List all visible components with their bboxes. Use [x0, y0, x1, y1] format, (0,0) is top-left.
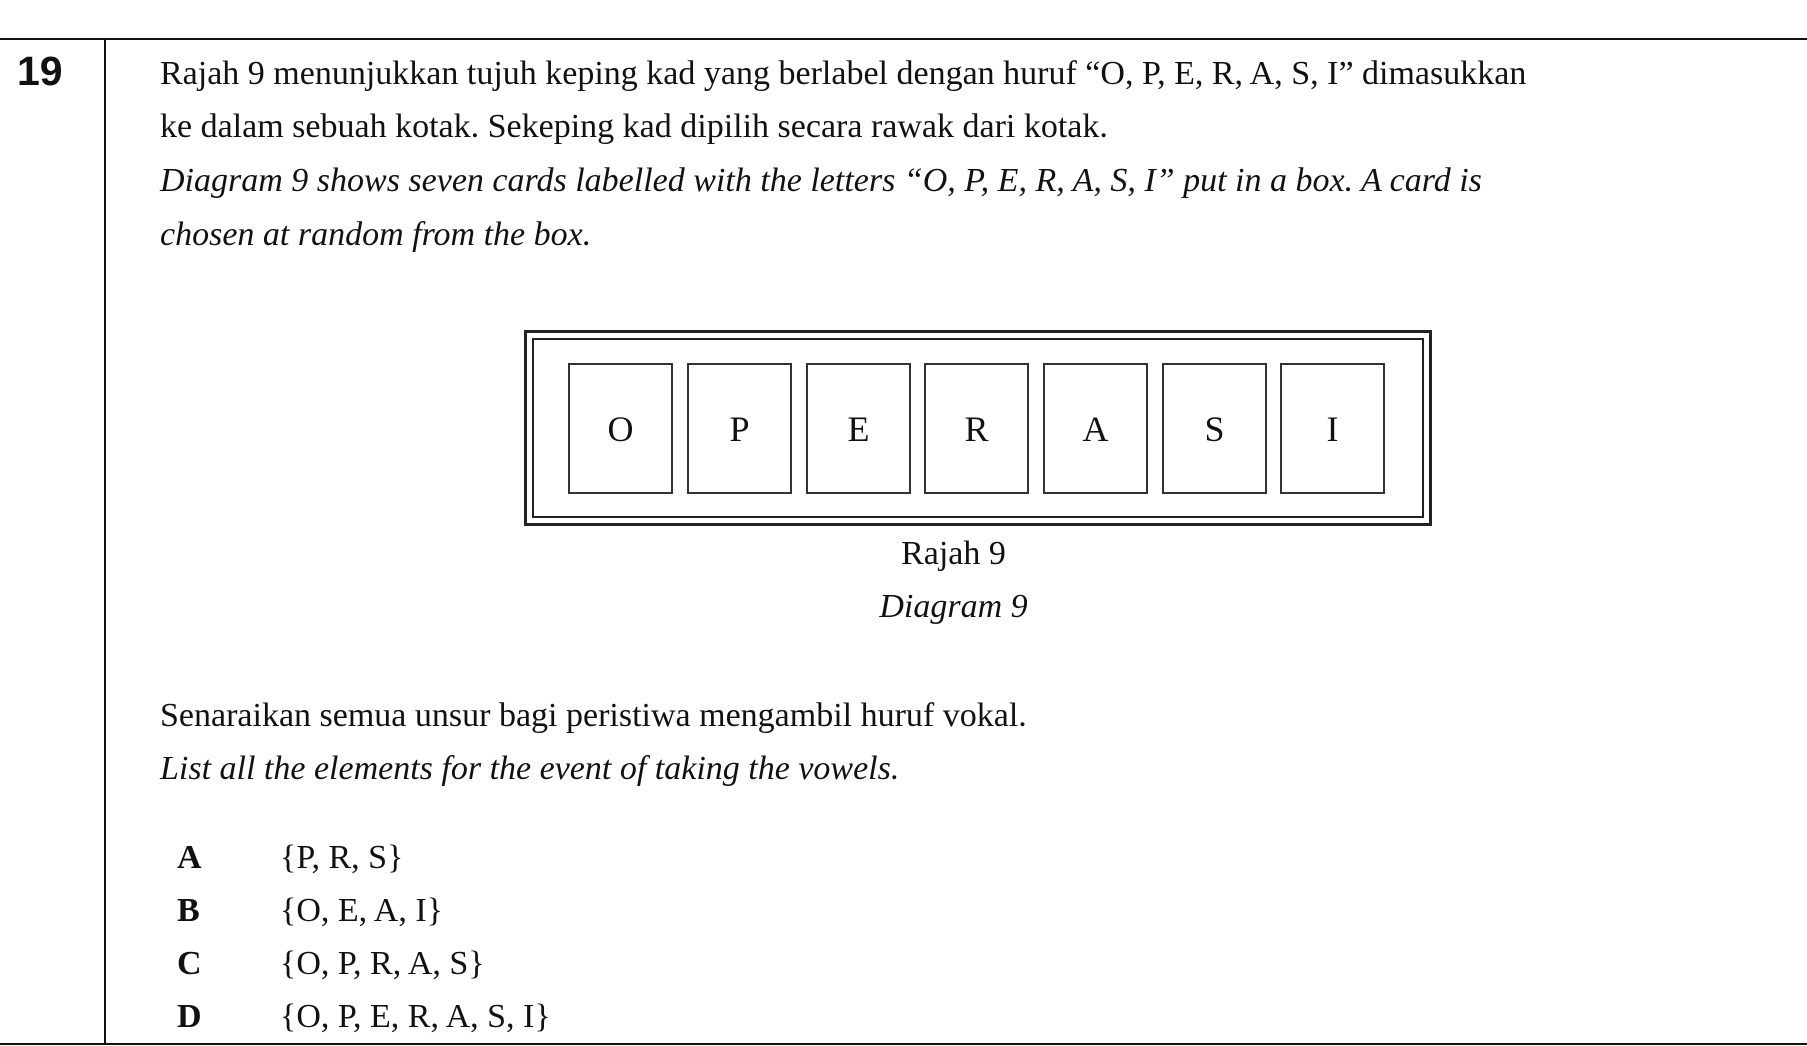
stem-ms-line-2: ke dalam sebuah kotak. Sekeping kad dipilih secara rawak dari kotak. — [160, 108, 1108, 145]
bottom-rule — [0, 1043, 1807, 1045]
card-e: E — [806, 363, 911, 494]
card-o: O — [568, 363, 673, 494]
option-c-letter[interactable]: C — [177, 945, 202, 982]
option-d-value[interactable]: {O, P, E, R, A, S, I} — [280, 998, 551, 1035]
stem-en-line-2: chosen at random from the box. — [160, 216, 592, 253]
diagram-caption-en: Diagram 9 — [879, 588, 1028, 625]
card-a: A — [1043, 363, 1148, 494]
card-s: S — [1162, 363, 1267, 494]
option-b-letter[interactable]: B — [177, 892, 200, 929]
card-i: I — [1280, 363, 1385, 494]
prompt-ms: Senaraikan semua unsur bagi peristiwa mengambil huruf vokal. — [160, 697, 1027, 734]
question-number: 19 — [17, 48, 63, 94]
diagram-caption-ms: Rajah 9 — [901, 535, 1006, 572]
option-a-letter[interactable]: A — [177, 839, 202, 876]
option-c-value[interactable]: {O, P, R, A, S} — [280, 945, 485, 982]
stem-ms-line-1: Rajah 9 menunjukkan tujuh keping kad yang berlabel dengan huruf “O, P, E, R, A, S, I” dimasukkan — [160, 55, 1527, 92]
stem-en-line-1: Diagram 9 shows seven cards labelled with the letters “O, P, E, R, A, S, I” put in a box. A card is — [160, 162, 1482, 199]
prompt-en: List all the elements for the event of taking the vowels. — [160, 750, 900, 787]
option-d-letter[interactable]: D — [177, 998, 202, 1035]
card-p: P — [687, 363, 792, 494]
option-a-value[interactable]: {P, R, S} — [280, 839, 404, 876]
card-r: R — [924, 363, 1029, 494]
option-b-value[interactable]: {O, E, A, I} — [280, 892, 443, 929]
top-rule — [0, 38, 1807, 40]
